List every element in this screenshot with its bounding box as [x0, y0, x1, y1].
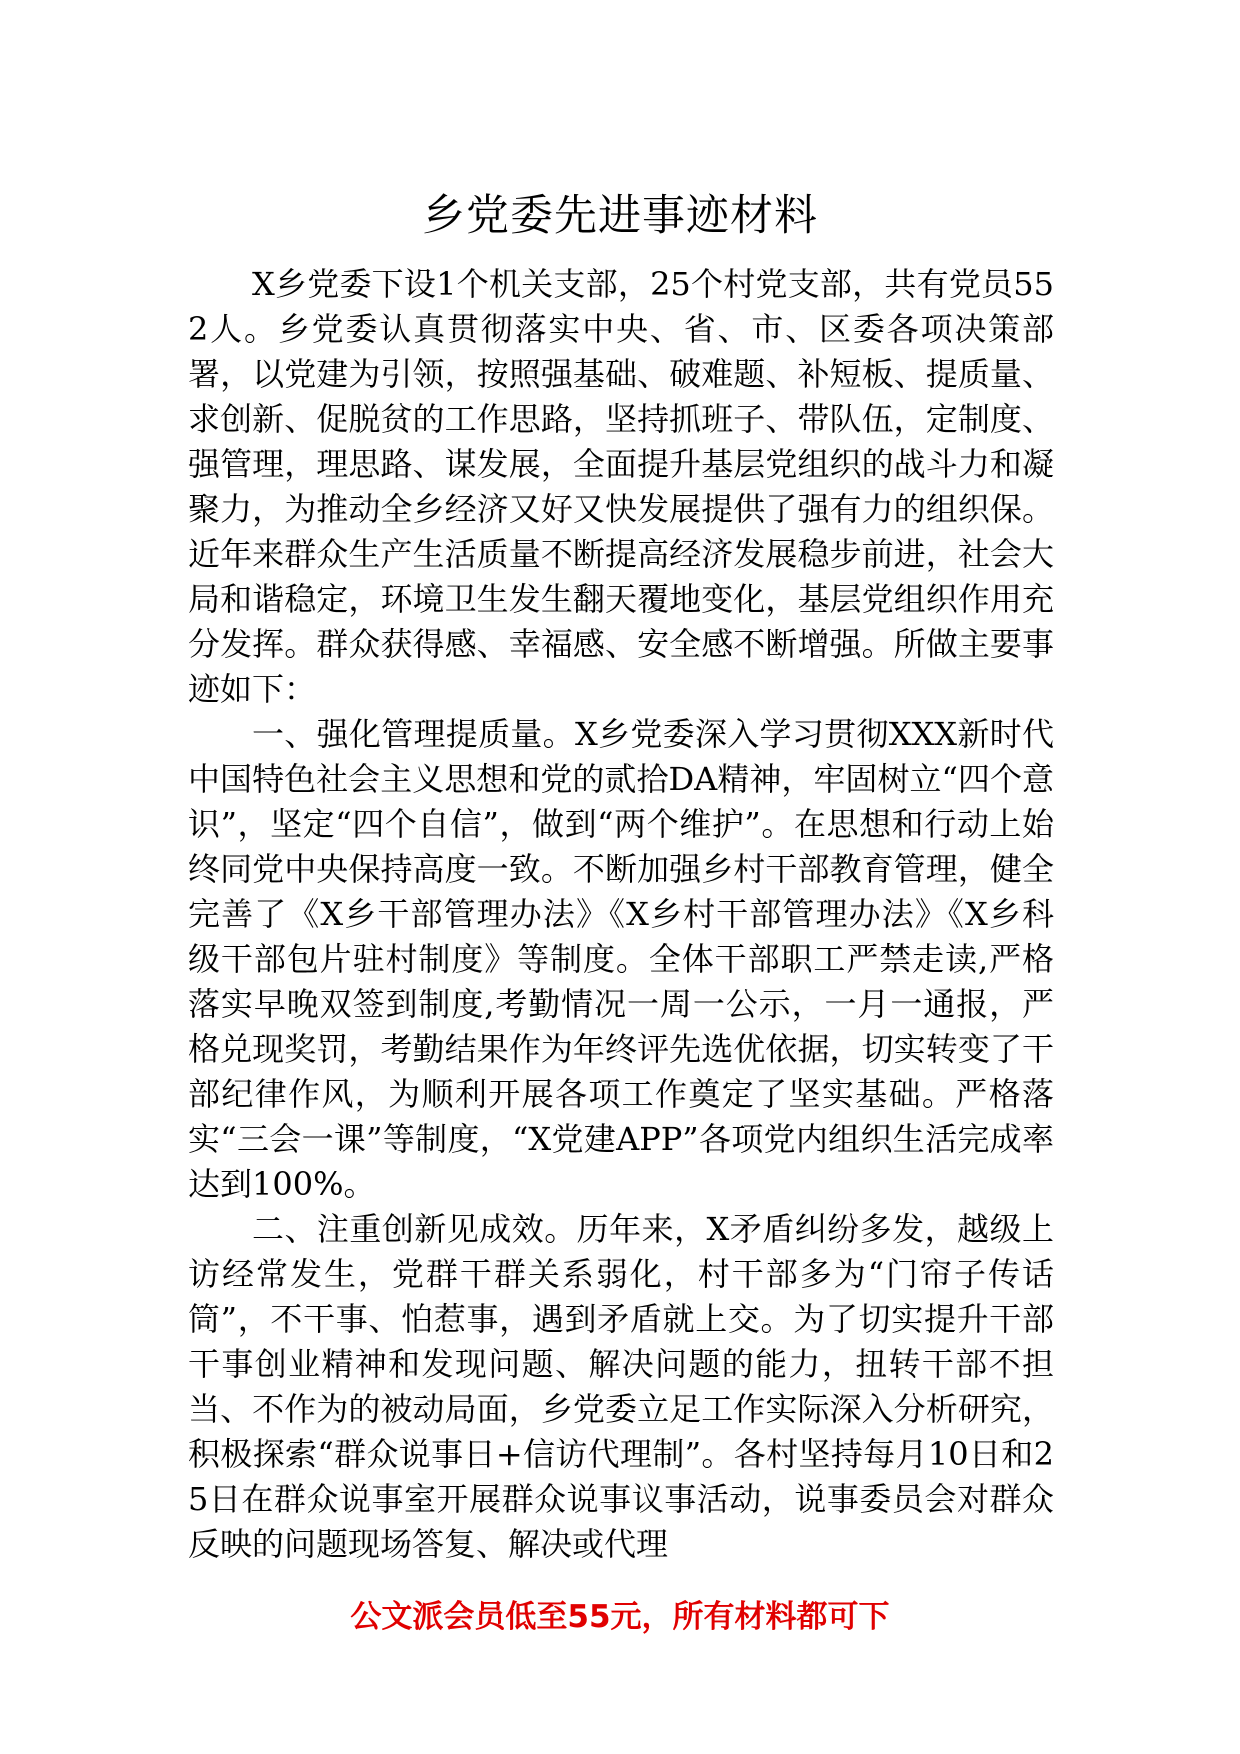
paragraph-intro: X乡党委下设1个机关支部，25个村党支部，共有党员552人。乡党委认真贯彻落实中央、省、市、区委各项决策部署，以党建为引领，按照强基础、破难题、补短板、提质量、求创新、促脱贫的工作思路，坚持抓班子、带队伍，定制度、强管理，理思路、谋发展，全面提升基层党组织的战斗力和凝聚力，为推动全乡经济又好又快发展提供了强有力的组织保。近年来群众生产生活质量不断提高经济发展稳步前进，社会大局和谐稳定，环境卫生发生翻天覆地变化，基层党组织作用充分发挥。群众获得感、幸福感、安全感不断增强。所做主要事迹如下：	[188, 265, 1054, 708]
document-title: 乡党委先进事迹材料	[422, 191, 818, 241]
paragraph-section-2: 二、注重创新见成效。历年来，X矛盾纠纷多发，越级上访经常发生，党群干群关系弱化，村干部多为“门帘子传话筒”，不干事、怕惹事，遇到矛盾就上交。为了切实提升干部干事创业精神和发现问题、解决问题的能力，扭转干部不担当、不作为的被动局面，乡党委立足工作实际深入分析研究，积极探索“群众说事日+信访代理制”。各村坚持每月10日和25日在群众说事室开展群众说事议事活动，说事委员会对群众反映的问题现场答复、解决或代理	[188, 1210, 1054, 1563]
document-body	[188, 262, 1054, 1567]
paragraph-section-1: 一、强化管理提质量。X乡党委深入学习贯彻XXX新时代中国特色社会主义思想和党的贰拾DA精神，牢固树立“四个意识”，坚定“四个自信”，做到“两个维护”。在思想和行动上始终同党中央保持高度一致。不断加强乡村干部教育管理，健全完善了《X乡干部管理办法》《X乡村干部管理办法》《X乡科级干部包片驻村制度》等制度。全体干部职工严禁走读,严格落实早晚双签到制度,考勤情况一周一公示，一月一通报，严格兑现奖罚，考勤结果作为年终评先选优依据，切实转变了干部纪律作风，为顺利开展各项工作奠定了坚实基础。严格落实“三会一课”等制度，“X党建APP”各项党内组织生活完成率达到100%。	[188, 715, 1054, 1203]
promo-footer-text: 公文派会员低至55元，所有材料都可下	[350, 1599, 890, 1635]
